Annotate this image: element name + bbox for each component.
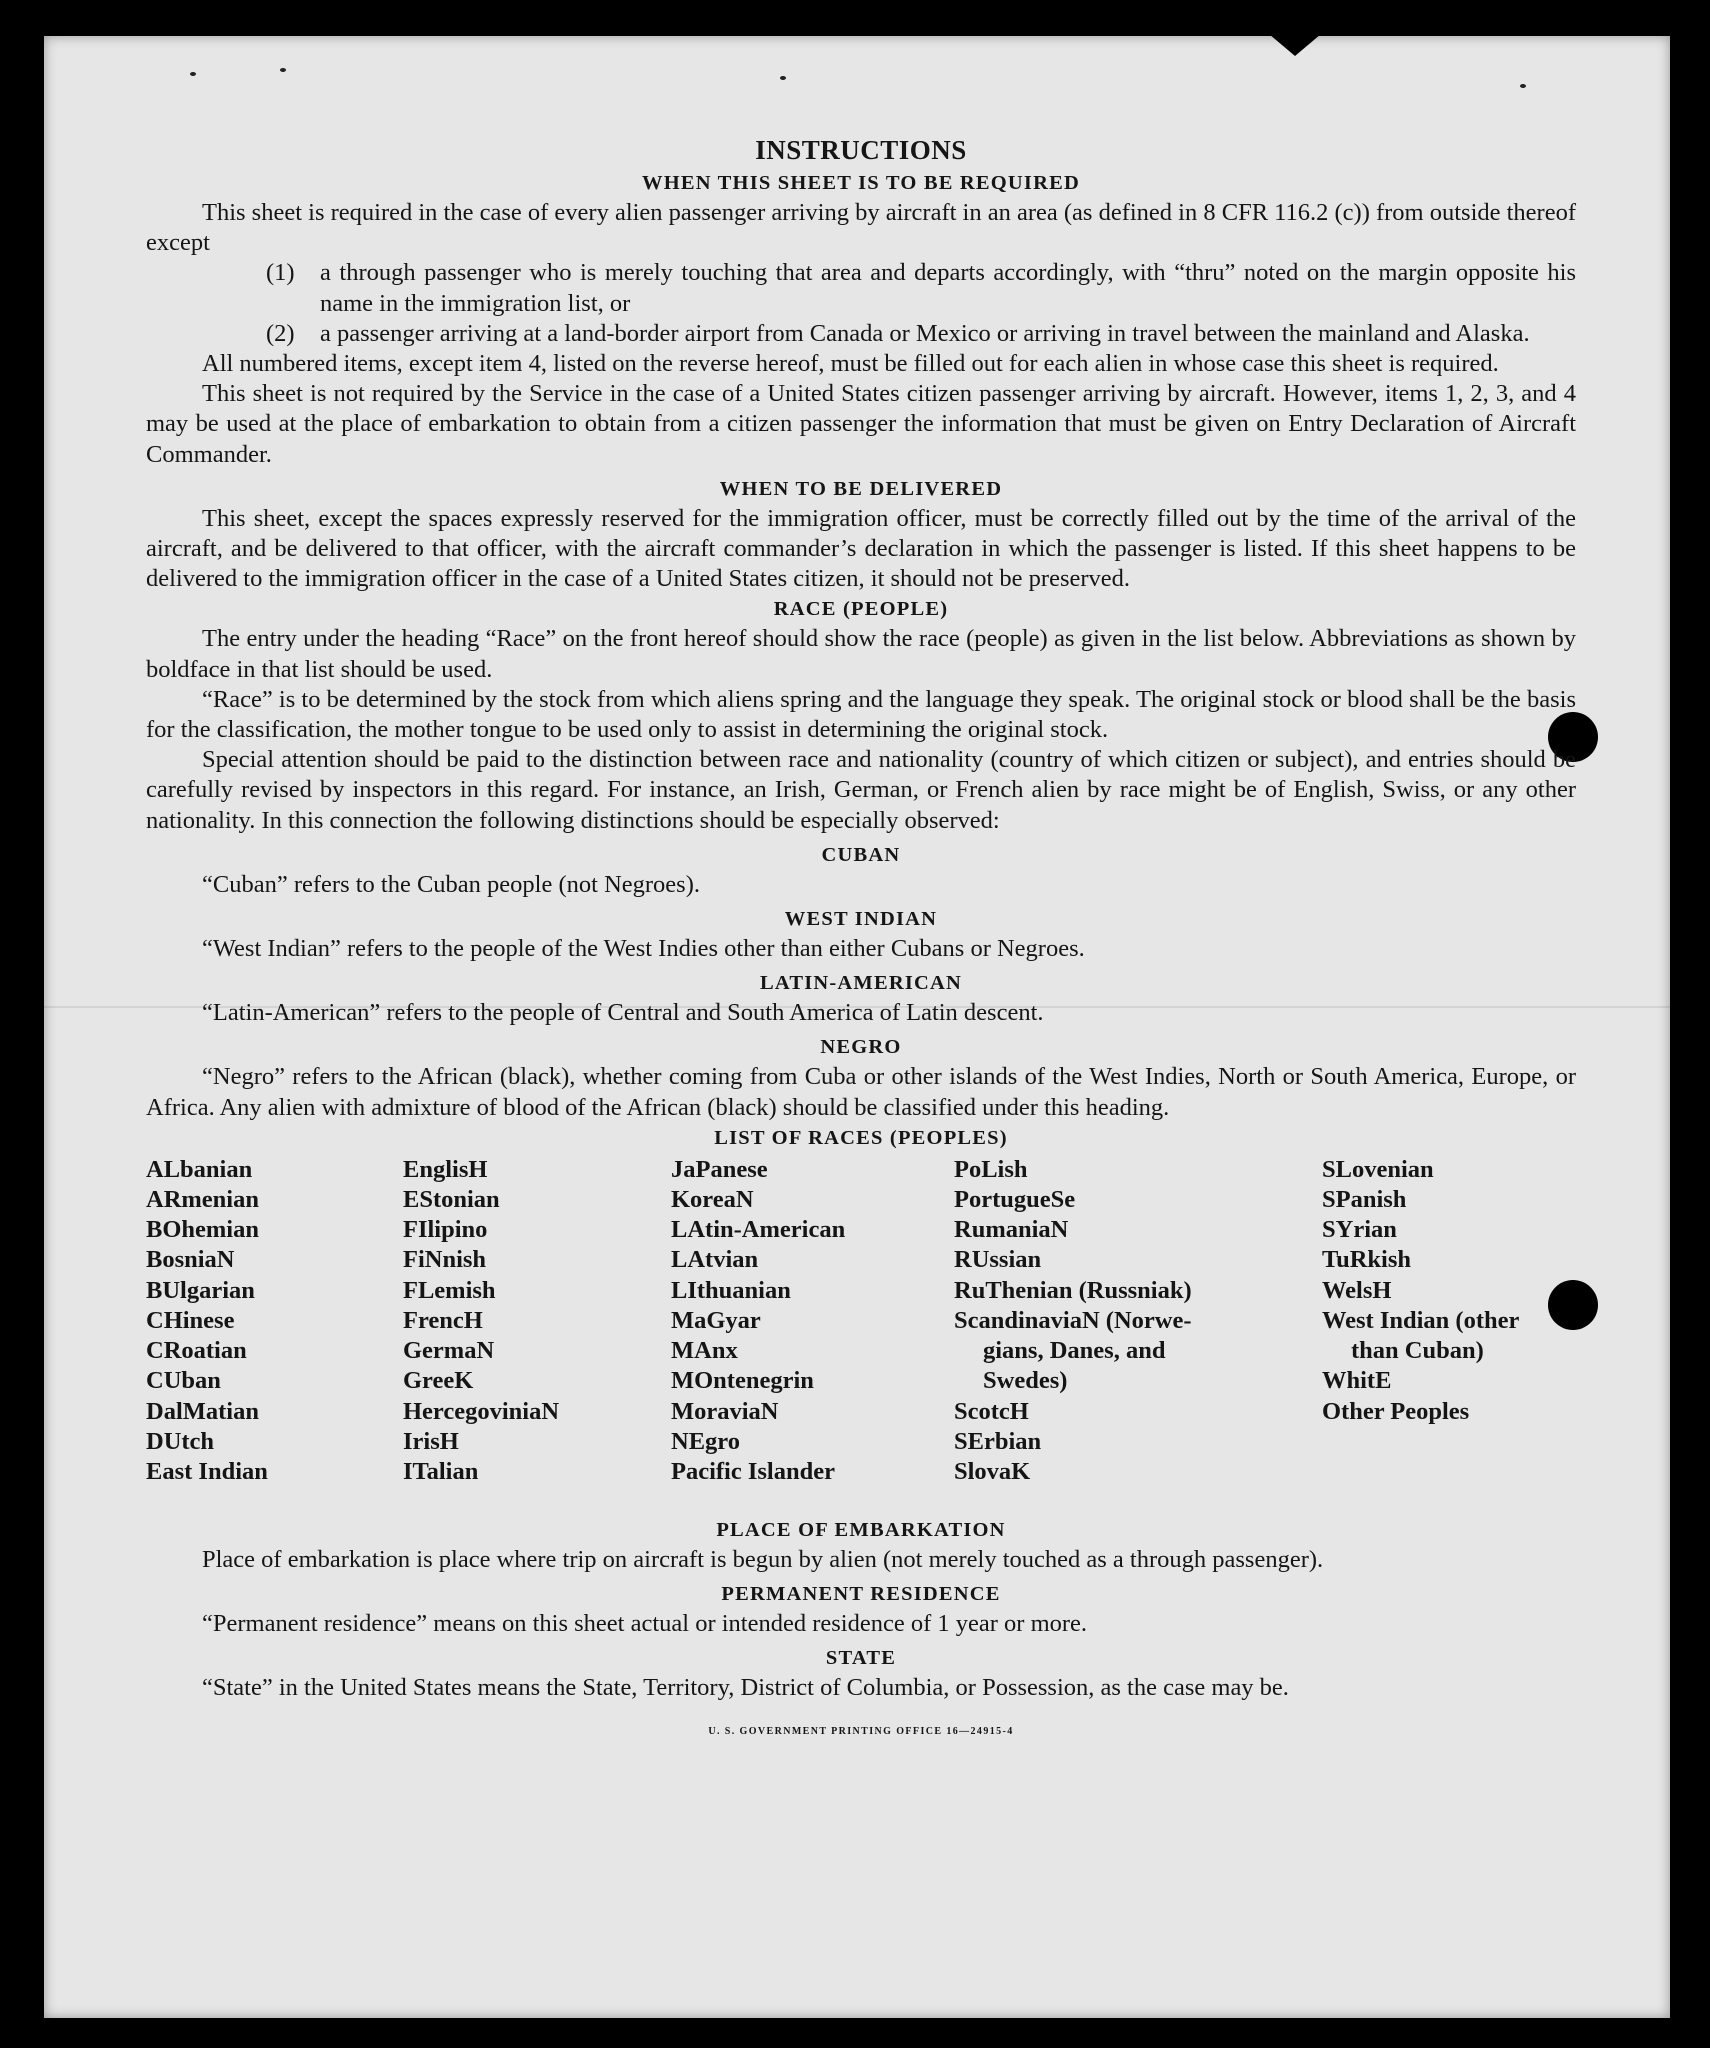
race-entry: RUssian	[954, 1246, 1042, 1274]
section-heading-list-of-races: LIST OF RACES (PEOPLES)	[714, 1126, 1008, 1149]
race-entry: MOntenegrin	[671, 1367, 814, 1395]
section-heading-west-indian: WEST INDIAN	[784, 908, 938, 931]
race-entry: WelsH	[1322, 1276, 1392, 1304]
numbered-item-1	[266, 258, 1576, 318]
race-entry: Pacific Islander	[671, 1457, 835, 1485]
paragraph: “Permanent residence” means on this sheet actual or intended residence of 1 year or more.	[202, 1610, 1088, 1638]
race-entry: BOhemian	[146, 1216, 259, 1244]
paragraph: “Latin-American” refers to the people of Central and South America of Latin descent.	[202, 999, 1044, 1027]
race-entry: IrisH	[403, 1427, 459, 1455]
race-entry-continued: Swedes)	[983, 1367, 1068, 1395]
paragraph: The entry under the heading “Race” on the front hereof should show the race (people) as given in the list below. Abbreviations as shown by boldface in that list should be used.	[146, 625, 1576, 683]
paragraph: This sheet is not required by the Service in the case of a United States citizen passenger arriving by aircraft. However, items 1, 2, 3, and 4 may be used at the place of embarkation to obtain from a citizen passenger the information that must be given on Entry Declaration of Aircraft Commander.	[146, 380, 1576, 468]
item-text: a passenger arriving at a land-border airport from Canada or Mexico or arriving in travel between the mainland and Alaska.	[320, 319, 1530, 347]
race-column-2	[403, 1155, 559, 1487]
paragraph: “State” in the United States means the State, Territory, District of Columbia, or Possession, as the case may be.	[202, 1674, 1289, 1702]
race-entry: NEgro	[671, 1427, 740, 1455]
item-text: a through passenger who is merely touching that area and departs accordingly, with “thru” noted on the margin opposite his name in the immigration list, or	[320, 259, 1576, 317]
race-entry: PoLish	[954, 1155, 1028, 1183]
race-entry: RumaniaN	[954, 1216, 1069, 1244]
race-entry: LAtin-American	[671, 1216, 846, 1244]
paragraph: “Cuban” refers to the Cuban people (not Negroes).	[202, 870, 700, 898]
paper-notch	[1269, 34, 1321, 56]
race-entry: PortugueSe	[954, 1186, 1076, 1214]
speck	[1520, 84, 1526, 88]
paragraph: Place of embarkation is place where trip on aircraft is begun by alien (not merely touched as a through passenger).	[202, 1545, 1324, 1573]
race-entry: GreeK	[403, 1367, 474, 1395]
document-sheet	[44, 36, 1670, 2018]
paragraph: This sheet, except the spaces expressly reserved for the immigration officer, must be correctly filled out by the time of the arrival of the aircraft, and be delivered to that officer, with the aircraft commander’s declaration in which the passenger is listed. If this sheet happens to be delivered to the immigration officer in the case of a United States citizen, it should not be preserved.	[146, 504, 1576, 593]
paragraph: “West Indian” refers to the people of the West Indies other than either Cubans or Negroes.	[202, 935, 1085, 963]
race-entry: CUban	[146, 1367, 221, 1395]
race-entry: ALbanian	[146, 1155, 253, 1183]
race-entry: MAnx	[671, 1337, 738, 1365]
race-entry: SLovenian	[1322, 1155, 1434, 1183]
section-heading-required: WHEN THIS SHEET IS TO BE REQUIRED	[642, 172, 1080, 194]
section-heading-latin-american: LATIN-AMERICAN	[759, 972, 963, 995]
numbered-item-2	[266, 319, 1576, 349]
race-entry: ITalian	[403, 1457, 479, 1485]
race-column-3	[671, 1155, 845, 1487]
printer-imprint: U. S. GOVERNMENT PRINTING OFFICE 16—24915-4	[708, 1726, 1014, 1738]
section-heading-embarkation: PLACE OF EMBARKATION	[716, 1518, 1006, 1541]
race-entry: ScandinaviaN (Norwe-	[954, 1306, 1192, 1334]
instructions-content	[146, 132, 1576, 1748]
race-entry: ScotcH	[954, 1397, 1029, 1425]
section-heading-state: STATE	[825, 1647, 897, 1670]
race-entry: EnglisH	[403, 1155, 488, 1183]
race-entry: CHinese	[146, 1306, 235, 1334]
race-entry: KoreaN	[671, 1186, 754, 1214]
race-entry: Other Peoples	[1322, 1397, 1470, 1425]
race-entry: SErbian	[954, 1427, 1042, 1455]
race-entry: DUtch	[146, 1427, 215, 1455]
race-entry: FIlipino	[403, 1216, 488, 1244]
speck	[780, 76, 786, 80]
race-entry: LIthuanian	[671, 1276, 791, 1304]
race-entry: SlovaK	[954, 1457, 1031, 1485]
race-entry: MoraviaN	[671, 1397, 779, 1425]
section-heading-cuban: CUBAN	[821, 843, 901, 866]
race-entry: WhitE	[1322, 1367, 1392, 1395]
race-entry: FiNnish	[403, 1246, 487, 1274]
race-entry-continued: than Cuban)	[1351, 1337, 1484, 1365]
race-entry: West Indian (other	[1322, 1306, 1520, 1334]
race-column-4	[954, 1155, 1192, 1487]
item-number: (1)	[266, 259, 295, 287]
race-entry: SYrian	[1322, 1216, 1397, 1244]
paragraph: “Negro” refers to the African (black), whether coming from Cuba or other islands of the West Indies, North or South America, Europe, or Africa. Any alien with admixture of blood of the African (black) should be classified under this heading.	[146, 1063, 1576, 1121]
paragraph: This sheet is required in the case of every alien passenger arriving by aircraft in an area (as defined in 8 CFR 116.2 (c)) from outside thereof except	[146, 199, 1576, 257]
race-entry: HercegoviniaN	[403, 1397, 560, 1425]
race-column-5	[1322, 1155, 1519, 1427]
race-entry: MaGyar	[671, 1306, 761, 1334]
race-list	[146, 1155, 1576, 1515]
section-heading-negro: NEGRO	[820, 1036, 902, 1059]
page-title: INSTRUCTIONS	[755, 135, 967, 165]
paragraph: Special attention should be paid to the distinction between race and nationality (country of which citizen or subject), and entries should be carefully revised by inspectors in this regard. For instance, an Irish, German, or French alien by race might be of English, Swiss, or any other nationality. In this connection the following distinctions should be especially observed:	[146, 746, 1576, 834]
race-entry: LAtvian	[671, 1246, 759, 1274]
speck	[190, 72, 196, 76]
paragraph: All numbered items, except item 4, listed on the reverse hereof, must be filled out for each alien in whose case this sheet is required.	[202, 350, 1499, 378]
race-entry: ARmenian	[146, 1186, 259, 1214]
item-number: (2)	[266, 319, 295, 347]
race-entry: JaPanese	[671, 1155, 768, 1183]
race-entry-continued: gians, Danes, and	[983, 1337, 1166, 1365]
race-entry: EStonian	[403, 1186, 500, 1214]
race-entry: FrencH	[403, 1306, 483, 1334]
race-entry: BUlgarian	[146, 1276, 255, 1304]
race-entry: RuThenian (Russniak)	[954, 1276, 1192, 1304]
race-entry: SPanish	[1322, 1186, 1407, 1214]
race-entry: FLemish	[403, 1276, 496, 1304]
race-entry: GermaN	[403, 1337, 495, 1365]
race-entry: DalMatian	[146, 1397, 259, 1425]
race-column-1	[146, 1155, 268, 1487]
race-entry: East Indian	[146, 1457, 268, 1485]
paragraph: “Race” is to be determined by the stock from which aliens spring and the language they speak. The original stock or blood shall be the basis for the classification, the mother tongue to be used only to assist in determining the original stock.	[146, 685, 1576, 744]
race-entry: CRoatian	[146, 1337, 247, 1365]
race-entry: BosniaN	[146, 1246, 235, 1274]
race-entry: TuRkish	[1322, 1246, 1412, 1274]
section-heading-race: RACE (PEOPLE)	[773, 598, 949, 621]
speck	[280, 68, 286, 72]
section-heading-residence: PERMANENT RESIDENCE	[721, 1583, 1001, 1606]
section-heading-delivered: WHEN TO BE DELIVERED	[719, 477, 1003, 500]
